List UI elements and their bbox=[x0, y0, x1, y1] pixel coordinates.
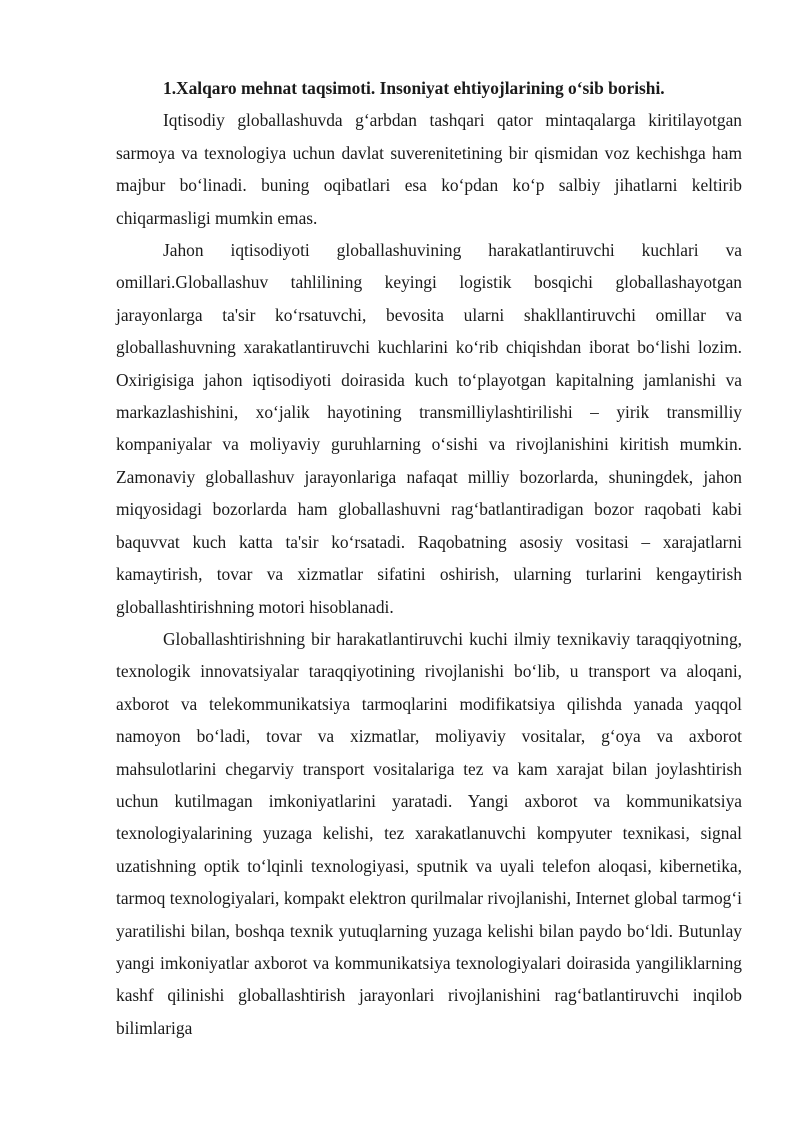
section-heading: 1.Xalqaro mehnat taqsimoti. Insoniyat ehtiyojlarining o‘sib borishi. bbox=[163, 78, 665, 98]
paragraph-2: Jahon iqtisodiyoti globallashuvining harakatlantiruvchi kuchlari va omillari.Globallashuv tahlilining keyingi logistik bosqichi globallashayotgan jarayonlarga ta'sir ko‘rsatuvchi, bevosita ularni shakllantiruvchi omillar va globallashuvning xarakatlantiruvchi kuchlarini ko‘rib chiqishdan iborat bo‘lishi lozim. Oxirigisiga jahon iqtisodiyoti doirasida kuch to‘playotgan kapitalning jamlanishi va markazlashishini, xo‘jalik hayotining transmilliylashtirilishi – yirik transmilliy kompaniyalar va moliyaviy guruhlarning o‘sishi va rivojlanishini kiritish mumkin. Zamonaviy globallashuv jarayonlariga nafaqat milliy bozorlarda, shuningdek, jahon miqyosidagi bozorlarda ham globallashuvni rag‘batlantiradigan bozor raqobati kabi baquvvat kuch katta ta'sir ko‘rsatadi. Raqobatning asosiy vositasi – xarajatlarni kamaytirish, tovar va xizmatlar sifatini oshirish, ularning turlarini kengaytirish globallashtirishning motori hisoblanadi. bbox=[116, 240, 742, 617]
paragraph-1: Iqtisodiy globallashuvda g‘arbdan tashqari qator mintaqalarga kiritilayotgan sarmoya va texnologiya uchun davlat suverenitetining bir qismidan voz kechishga ham majbur bo‘linadi. buning oqibatlari esa ko‘pdan ko‘p salbiy jihatlarni keltirib chiqarmasligi mumkin emas. bbox=[116, 110, 742, 228]
document-page bbox=[116, 72, 742, 1044]
paragraph-3: Globallashtirishning bir harakatlantiruvchi kuchi ilmiy texnikaviy taraqqiyotning, texnologik innovatsiyalar taraqqiyotining rivojlanishi bo‘lib, u transport va aloqani, axborot va telekommunikatsiya tarmoqlarini modifikatsiya qilishda yanada yaqqol namoyon bo‘ladi, tovar va xizmatlar, moliyaviy vositalar, g‘oya va axborot mahsulotlarini chegarviy transport vositalariga tez va kam xarajat bilan joylashtirish uchun kutilmagan imkoniyatlarini yaratadi. Yangi axborot va kommunikatsiya texnologiyalarining yuzaga kelishi, tez xarakatlanuvchi kompyuter texnikasi, signal uzatishning optik to‘lqinli texnologiyasi, sputnik va uyali telefon aloqasi, kibernetika, tarmoq texnologiyalari, kompakt elektron qurilmalar rivojlanishi, Internet global tarmog‘i yaratilishi bilan, boshqa texnik yutuqlarning yuzaga kelishi bilan paydo bo‘ldi. Butunlay yangi imkoniyatlar axborot va kommunikatsiya texnologiyalari doirasida yangiliklarning kashf qilinishi globallashtirish jarayonlari rivojlanishini rag‘batlantiruvchi inqilob bilimlariga bbox=[116, 628, 742, 1038]
